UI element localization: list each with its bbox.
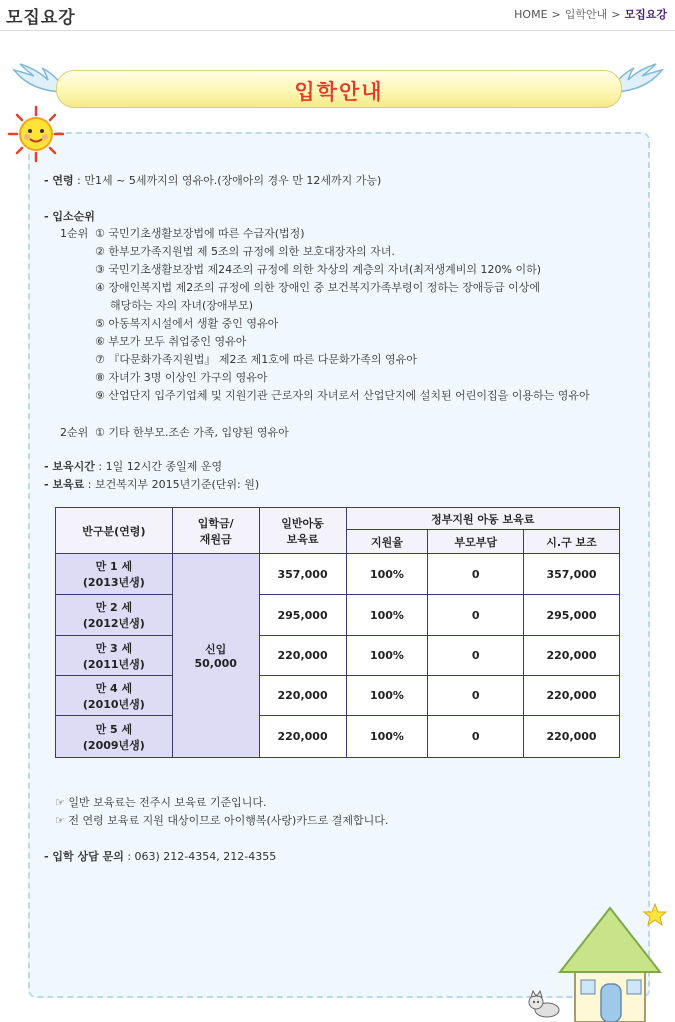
city-cell: 295,000 [524,595,620,636]
header-city: 시.구 보조 [524,530,620,554]
priority-item-continued: 해당하는 자의 자녀(장애부모) [110,299,254,312]
cat-icon [527,990,563,1020]
priority-first-label: 1순위 [60,227,89,240]
general-fee-cell: 220,000 [259,636,346,676]
parent-cell: 0 [428,636,524,676]
entry-fee-cell: 신입 50,000 [172,554,259,758]
hours-line: - 보육시간 : 1일 12시간 종일제 운영 [44,460,223,473]
age-cell: 만 2 세 (2012년생) [56,595,173,636]
table-row [56,716,620,758]
fee-table [55,507,620,758]
priority-item: ③ 국민기초생활보장법 제24조의 규정에 의한 차상의 계층의 자녀(최저생계비의 120% 이하) [95,263,542,276]
priority-label: 입소순위 [52,210,95,223]
priority-item: ⑦ 『다문화가족지원법』 제2조 제1호에 따른 다문화가족의 영유아 [95,353,417,366]
table-row [56,676,620,716]
header-entry: 입학금/ 재원금 [172,508,259,554]
city-cell: 220,000 [524,716,620,758]
breadcrumb-current[interactable]: 모집요강 [624,8,667,21]
table-row [56,636,620,676]
header-gov: 정부지원 아동 보육료 [346,508,620,530]
priority-item: ⑧ 자녀가 3명 이상인 가구의 영유아 [95,371,268,384]
page-title: 모집요강 [6,8,76,28]
general-fee-cell: 357,000 [259,554,346,595]
priority-item: ④ 장애인복지법 제2조의 규정에 의한 장애인 중 보건복지가족부령이 정하는 장애등급 이상에 [95,281,540,294]
priority-item: ② 한부모가족지원법 제 5조의 규정에 의한 보호대장자의 자녀. [95,245,395,258]
rate-cell: 100% [346,716,428,758]
age-cell: 만 5 세 (2009년생) [56,716,173,758]
fee-text: : 보건복지부 2015년기준(단위: 원) [84,478,260,491]
age-cell: 만 3 세 (2011년생) [56,636,173,676]
city-cell: 357,000 [524,554,620,595]
contact-line: - 입학 상담 문의 : 063) 212-4354, 212-4355 [44,850,277,863]
city-cell: 220,000 [524,676,620,716]
sun-icon [6,104,66,164]
parent-cell: 0 [428,595,524,636]
parent-cell: 0 [428,676,524,716]
breadcrumb-admission[interactable]: 입학안내 [564,8,608,21]
header-general: 일반아동 보육료 [259,508,346,554]
age-cell: 만 4 세 (2010년생) [56,676,173,716]
rate-cell: 100% [346,554,428,595]
parent-cell: 0 [428,554,524,595]
rate-cell: 100% [346,676,428,716]
contact-text: : 063) 212-4354, 212-4355 [123,850,277,863]
general-fee-cell: 295,000 [259,595,346,636]
chevron-right-icon: > [611,8,621,21]
age-line: - 연령 : 만1세 ~ 5세까지의 영유아.(장애아의 경우 만 12세까지 가능) [44,174,382,187]
rate-cell: 100% [346,595,428,636]
rate-cell: 100% [346,636,428,676]
header-class: 반구분(연령) [56,508,173,554]
priority-item: ⑤ 아동복지시설에서 생활 중인 영유아 [95,317,279,330]
priority-second-item: ① 기타 한부모.조손 가족, 입양된 영유아 [95,426,289,439]
age-text: : 만1세 ~ 5세까지의 영유아.(장애아의 경우 만 12세까지 가능) [73,174,382,187]
header-parent: 부모부담 [428,530,524,554]
header-rate: 지원율 [346,530,428,554]
fee-label: 보육료 [52,478,85,491]
banner-title: 입학안내 [294,80,384,104]
priority-item: ⑨ 산업단지 입주기업체 및 지원기관 근로자의 자녀로서 산업단지에 설치된 어린이집을 이용하는 영유아 [95,389,590,402]
general-fee-cell: 220,000 [259,676,346,716]
section-banner [0,58,675,118]
age-label: 연령 [52,174,74,187]
breadcrumb [514,6,667,22]
table-row [56,595,620,636]
note-line: ☞ 일반 보육료는 전주시 보육료 기준입니다. [55,796,267,809]
hours-label: 보육시간 [52,460,95,473]
priority-item: ⑥ 부모가 모두 취업중인 영유아 [95,335,247,348]
fee-line: - 보육료 : 보건복지부 2015년기준(단위: 원) [44,478,260,491]
note-line: ☞ 전 연령 보육료 지원 대상이므로 아이행복(사랑)카드로 결제합니다. [55,814,389,827]
general-fee-cell: 220,000 [259,716,346,758]
parent-cell: 0 [428,716,524,758]
banner-pill [56,70,622,108]
table-row [56,554,620,595]
top-bar [0,0,675,31]
hours-text: : 1일 12시간 종일제 운영 [94,460,223,473]
contact-label: 입학 상담 문의 [52,850,124,863]
priority-heading: - 입소순위 [44,210,95,223]
chevron-right-icon: > [551,8,561,21]
breadcrumb-home[interactable]: HOME [514,8,548,21]
priority-item: ① 국민기초생활보장법에 따른 수급자(법정) [95,227,305,240]
age-cell: 만 1 세 (2013년생) [56,554,173,595]
city-cell: 220,000 [524,636,620,676]
priority-second-label: 2순위 [60,426,89,439]
